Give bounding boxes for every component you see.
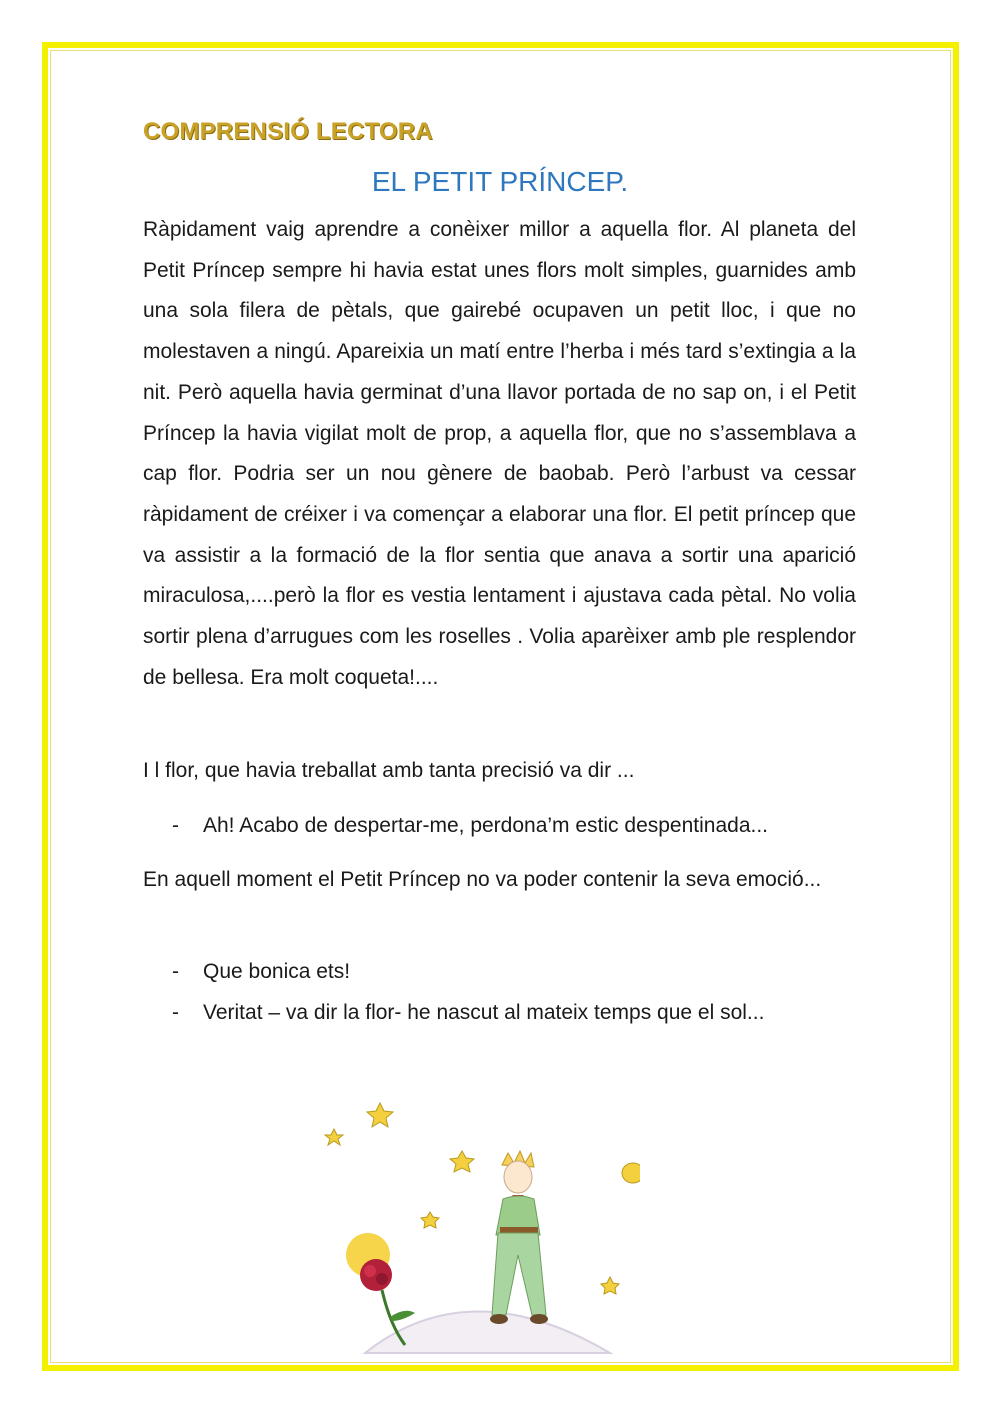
rose-icon	[360, 1259, 392, 1291]
dialogue-text: Veritat – va dir la flor- he nascut al mateix temps que el sol...	[203, 1001, 765, 1024]
story-paragraph-1: Ràpidament vaig aprendre a conèixer millor a aquella flor. Al planeta del Petit Príncep sempre hi havia estat unes flors molt simples, guarnides amb una sola filera de pètals, que gairebé ocupaven un petit lloc, i que no molestaven a ningú. Apareixia un matí entre l’herba i més tard s’extingia a la nit. Però aquella havia germinat d’una llavor portada de no sap on, i el Petit Príncep la havia vigilat molt de prop, a aquella flor, que no s’assemblava a cap flor. Podria ser un nou gènere de baobab. Però l’arbust va cessar ràpidament de créixer i va començar a elaborar una flor. El petit príncep que va assistir a la formació de la flor sentia que anava a sortir una aparició miraculosa,....però la flor es vestia lentament i ajustava cada pètal. No volia sortir plena d’arrugues com les roselles . Volia aparèixer amb ple resplendor de bellesa. Era molt coqueta!....	[143, 218, 856, 689]
little-prince-illustration	[310, 1095, 640, 1355]
prince-figure	[490, 1151, 548, 1324]
star-icon	[601, 1277, 619, 1294]
dialogue-line-1	[172, 811, 768, 841]
star-icon	[367, 1103, 393, 1127]
dialogue-dash: -	[172, 814, 179, 837]
dialogue-text: Ah! Acabo de despertar-me, perdona’m estic despentinada...	[203, 814, 769, 837]
dialogue-dash: -	[172, 960, 179, 983]
story-paragraph-2: I l flor, que havia treballat amb tanta precisió va dir ...	[143, 759, 635, 782]
dialogue-text: Que bonica ets!	[203, 960, 351, 983]
dialogue-line-2	[172, 957, 350, 987]
story-title: EL PETIT PRÍNCEP.	[371, 166, 629, 197]
section-heading: COMPRENSIÓ LECTORA	[143, 118, 433, 145]
story-paragraph-3: En aquell moment el Petit Príncep no va poder contenir la seva emoció...	[143, 868, 822, 891]
star-icon	[325, 1129, 343, 1145]
star-icon	[421, 1212, 439, 1228]
dialogue-dash: -	[172, 1001, 179, 1024]
planet-small-icon	[622, 1163, 640, 1183]
dialogue-line-3	[172, 998, 764, 1028]
star-icon	[450, 1151, 474, 1172]
